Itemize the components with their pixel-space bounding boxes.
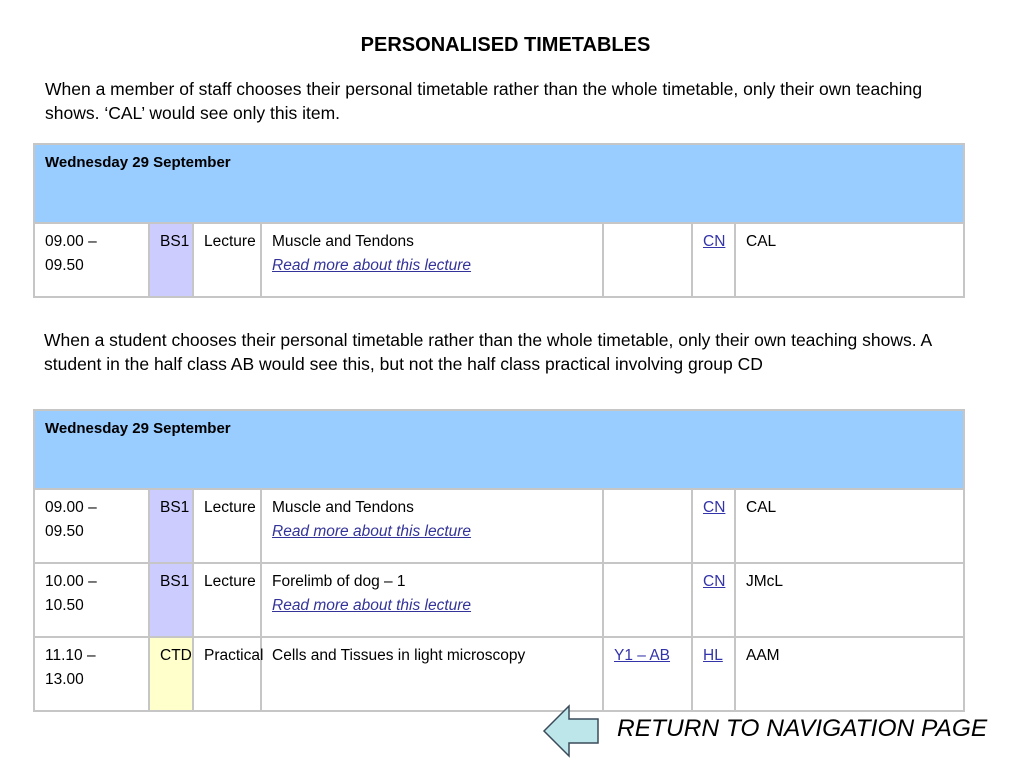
page-title: PERSONALISED TIMETABLES (360, 34, 651, 56)
staff-cell (692, 637, 735, 711)
staff-link[interactable]: CN (703, 233, 726, 250)
session-type-cell: Lecture (193, 223, 261, 297)
module-code-cell: BS1 (149, 223, 193, 297)
group-cell (603, 489, 692, 563)
initials-cell: CAL (735, 489, 964, 563)
time-cell: 09.00 – 09.50 (34, 223, 149, 297)
read-more-link[interactable]: Read more about this lecture (272, 523, 472, 540)
left-arrow-icon[interactable] (542, 704, 600, 758)
time-cell: 09.00 – 09.50 (34, 489, 149, 563)
time-cell: 11.10 – 13.00 (34, 637, 149, 711)
session-title-cell: Cells and Tissues in light microscopy (261, 637, 603, 711)
session-title-cell (261, 489, 603, 563)
staff-link[interactable]: CN (703, 499, 726, 516)
session-title: Forelimb of dog – 1 (272, 573, 406, 590)
staff-cell (692, 563, 735, 637)
staff-link[interactable]: HL (703, 647, 723, 664)
table-row (34, 563, 964, 637)
staff-link[interactable]: CN (703, 573, 726, 590)
student-intro-text: When a student chooses their personal timetable rather than the whole timetable, only their own teaching shows. A student in the half class AB would see this, but not the half class practical involving group CD (44, 330, 932, 374)
time-cell: 10.00 – 10.50 (34, 563, 149, 637)
staff-cell (692, 489, 735, 563)
group-cell (603, 223, 692, 297)
initials-cell: CAL (735, 223, 964, 297)
module-code-cell: CTD (149, 637, 193, 711)
group-cell (603, 563, 692, 637)
staff-cell (692, 223, 735, 297)
session-title: Muscle and Tendons (272, 233, 414, 250)
read-more-link[interactable]: Read more about this lecture (272, 257, 472, 274)
read-more-link[interactable]: Read more about this lecture (272, 597, 472, 614)
session-type-cell: Practical (193, 637, 261, 711)
session-title-cell (261, 223, 603, 297)
day-header: Wednesday 29 September (34, 410, 964, 489)
day-header-row (34, 410, 964, 489)
module-code-cell: BS1 (149, 489, 193, 563)
module-code-cell: BS1 (149, 563, 193, 637)
session-type-cell: Lecture (193, 563, 261, 637)
staff-intro-text: When a member of staff chooses their personal timetable rather than the whole timetable, only their own teaching shows. ‘CAL’ would see only this item. (45, 79, 923, 123)
staff-timetable (33, 143, 965, 298)
day-header-row (34, 144, 964, 223)
table-row (34, 223, 964, 297)
student-timetable (33, 409, 965, 712)
return-to-navigation-link[interactable]: RETURN TO NAVIGATION PAGE (617, 715, 988, 742)
table-row (34, 489, 964, 563)
table-row (34, 637, 964, 711)
session-type-cell: Lecture (193, 489, 261, 563)
group-link[interactable]: Y1 – AB (614, 647, 671, 664)
session-title-cell (261, 563, 603, 637)
group-cell (603, 637, 692, 711)
day-header: Wednesday 29 September (34, 144, 964, 223)
session-title: Muscle and Tendons (272, 499, 414, 516)
initials-cell: JMcL (735, 563, 964, 637)
initials-cell: AAM (735, 637, 964, 711)
